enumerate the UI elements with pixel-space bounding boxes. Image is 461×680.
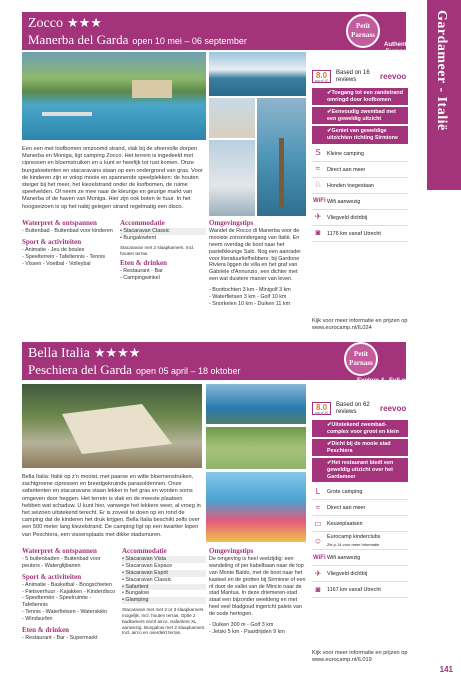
thumb-up-icon: ✔ [327,460,332,467]
feature-item: ≈ Direct aan meer [312,500,408,516]
surroundings-column [209,548,306,636]
sport-item: - Speelterrein - Speelruimte - Tafeltennis [22,595,92,609]
score-scale: out of 10 [314,79,329,83]
accommodation-item: • Stacaravan Classic [122,576,172,583]
car-icon: ◙ [315,584,321,594]
star-rating: ★★★★ [93,345,141,360]
accommodation-item: • Glamping [122,597,206,604]
feature-item: WiFi Wifi aanwezig [312,194,408,210]
pool-photo [22,52,206,140]
feature-item: L Grote camping [312,484,408,500]
waterpark-photo [206,472,306,542]
tent-photo [22,384,202,468]
campsite-name: Bella Italia [28,346,90,361]
sport-heading: Sport & activiteiten [22,572,82,581]
campsite-location: Manerba del Garda [28,32,129,47]
authentic-europe-badge: Authentic Europe [384,42,412,55]
wifi-icon: WiFi [313,198,326,205]
campsite-description: Bella Italia: Italië op z'n mooist, met paarse en witte bloemenstruiken, zachtgroene cipressen en breedgekruinde parasoldennen. Onze safaritenten en stacaravans staan lekker in het gras en worden soms omgeven door heggen. Het terrein is vlak en de meeste plaatsen hebben wat schaduw. U kunt hier, vanwege het lekkere weer, al vroeg in het seizoen uitstekend terecht. Er is zoveel te doen op en rond de camping dat de kinderen het druk krijgen. Bella Italia beschikt zelfs over een 500 meter lang kiezelstrand. De camping ligt op een kwartier lopen van Peschiera, een vissersplaats met dikke stadsmuren. [22,474,201,538]
region-side-tab [427,0,461,680]
info-link[interactable]: Kijk voor meer informatie en prijzen op www.eurocamp.nl/IL019 [312,650,408,663]
water-heading: Waterpret & ontspannen [22,219,97,227]
highlights-list [312,88,408,242]
sport-item: - Windsurfen [22,616,53,623]
feature-item: ☺ Eurocamp kinderclubs Zie p.14 voor meer informatie [312,532,408,550]
accommodation-item: • Stacaravan Esprit [122,570,206,577]
eat-item: - Restaurant - Bar - Supermarkt [22,634,98,641]
pitch-choice-icon: ▭ [314,518,322,528]
eat-heading: Eten & drinken [22,626,70,635]
feature-item: ✈ Vliegveld dichtbij [312,566,408,582]
opening-dates: open 10 mei – 06 september [132,36,247,46]
accommodation-item: • Stacaravan Vista [122,556,206,563]
facilities-column-1 [22,220,118,267]
water-item: - Buitenbad - Buitenbad voor kinderen [22,227,113,234]
page-number: 141 [439,665,453,674]
eat-item: - Restaurant - Bar [120,268,163,275]
water-heading: Waterpret & ontspannen [22,547,97,555]
accommodation-heading: Accommodatie [120,219,165,227]
sport-item: - Vissen - Voetbal - Volleybal [22,260,91,267]
sport-heading: Sport & activiteiten [22,237,82,246]
distance-item: - Duiken 300 m - Golf 3 km [209,622,274,629]
accommodation-note: Stacaravan met met 2 or 3 slaapkamers mogelijk. Incl. houten terras. Optie 2 badkamers en/of airco. Safaritent XL aanwezig. Bungalow met 2 slaapkamers. Incl. airco en overdekt terras. [122,607,206,636]
feature-item: ♘ Honden toegestaan [312,178,408,194]
airplane-icon: ✈ [314,212,322,222]
accommodation-item: • Bungalow [122,590,150,597]
opening-dates: open 05 april – 18 oktober [135,366,241,376]
airplane-icon: ✈ [314,568,322,578]
eat-heading: Eten & drinken [120,259,168,268]
water-item: - 5 buitenbaden - Buitenbad voor peuters - Waterglijbanen [22,555,101,569]
tent-photo [209,98,255,138]
full-on-fun-badge: Full on Fun [389,378,409,391]
distance-item: - Boottochten 3 km - Minigolf 3 km [209,287,291,294]
accommodation-item: • Bungalowtent [120,234,157,241]
thumb-up-icon: ✔ [327,109,332,116]
explore-adventure-badge: Explore & Adventure [356,378,386,391]
highlight-item: ✔Geniet van geweldige uitzichten richting Sirmione [312,126,408,143]
campsite-description: Een een met loofbomen omzoomd strand, vlak bij de sfeervolle dorpen Manerba en Moniga, ligt camping Zocco. Het terrein is ingedeeld met cipressen en bloemstruiken en u kunt er heerlijk tot rust komen. Onze bungalowtenten en stacaravans staan op een ondergrond van gras. Voor de kinderen zijn er volop mooie en spannende speelplekken: de houten steiger bij het meer, het kiezelstrand onder de loofbomen, de ruime speelvelden. Of neem ze mee naar de kleurige en geurige markt van Manerba of de haven van Moniga. Hier zijn ook boten te huur. In het hoogseizoen is op het nabij gelegen strand regelmatig een disco. [22,146,203,210]
jetty-photo [257,98,306,216]
wifi-icon: WiFi [313,554,326,561]
sport-item: - Speelterrein - Tafeltennis - Tennis [22,253,106,260]
thumb-up-icon: ✔ [327,422,332,428]
kids-club-icon: ☺ [313,536,323,546]
review-count: Based on 62 reviews [336,402,370,415]
feature-item: ✈ Vliegveld dichtbij [312,210,408,226]
accommodation-item: • Safaritent [122,584,206,591]
highlight-item: ✔Uitstekend zwembad-complex voor groot en klein [312,420,408,437]
sport-item: - Animatie - Jeu de boules [22,246,85,253]
surroundings-column [209,220,306,308]
score-value: 8.0 [315,403,328,412]
facilities-column-2 [122,548,206,636]
facilities-column-2 [120,220,206,282]
info-link[interactable]: Kijk voor meer informatie en prijzen op www.eurocamp.nl/IL024 [312,318,408,331]
highlight-item: ✔Eenvoudig zwembad met een geweldig uitzicht [312,107,408,124]
lake-icon: ≈ [315,164,321,174]
car-icon: ◙ [315,228,321,238]
distance-item: - Snorkelen 10 km - Duiken 11 km [209,300,291,307]
reevoo-logo: reevoo [380,404,407,413]
highlights-list [312,420,408,598]
highlight-item: ✔Toegang tot een zandstrand omringd door loofbomen [312,88,408,105]
thumb-up-icon: ✔ [327,128,332,135]
sport-item: - Fietsverhuur - Kajakken - Kinderdisco [22,588,116,595]
accommodation-item: • Stacaravan Classic [120,228,206,235]
distance-item: - Waterfietsen 3 km - Golf 10 km [209,294,287,301]
small-camping-icon: S [315,148,321,158]
sport-item: - Tennis - Waterfietsen - Waterskiën [22,609,108,616]
campsite-name: Zocco [28,16,63,31]
review-score [312,402,408,418]
feature-item: ◙ 1167 km vanaf Utrecht [312,582,408,598]
facilities-column-1 [22,548,118,642]
top-selection-label: Topselectie [352,337,374,342]
lake-icon: ≈ [315,502,321,512]
distance-item: - Jetski 5 km - Paardrijden 9 km [209,628,285,635]
dog-icon: ♘ [314,180,322,190]
feature-item: ≈ Direct aan meer [312,162,408,178]
score-scale: out of 10 [314,411,329,415]
eat-item: - Campingwinkel [120,275,160,282]
surroundings-heading: Omgevingstips [209,219,254,227]
accommodation-heading: Accommodatie [122,547,167,555]
feature-item: ◙ 1176 km vanaf Utrecht [312,226,408,242]
thumb-up-icon: ✔ [327,90,332,96]
thumb-up-icon: ✔ [327,441,332,448]
feature-item: S Kleine camping [312,146,408,162]
highlight-item: ✔Dicht bij de mooie stad Peschiera [312,439,408,456]
reevoo-logo: reevoo [380,72,407,81]
feature-item: WiFi Wifi aanwezig [312,550,408,566]
large-camping-icon: L [315,486,321,496]
petit-parnass-logo: Petit Parnass [344,342,378,376]
review-score [312,70,408,86]
feature-item: ▭ Keuzeplaatsen [312,516,408,532]
region-label: Gardameer - Italië [434,10,449,131]
score-value: 8.0 [315,71,328,80]
garden-photo [206,427,306,469]
sport-item: - Animatie - Basketbal - Boogschieten [22,581,112,588]
surroundings-heading: Omgevingstips [209,547,254,555]
campsite-location: Peschiera del Garda [28,362,132,377]
surroundings-text: Wandel de Rocco di Manerba voor de mooiste zonsondergang van Italië. En neem overdag de boot naar het pastelkleurige Salò. Nog een aanrader voor literatuurliefhebbers: bij Gardone Riviera liggen de villa en het graf van Gabriele d'Annunzio, een dichter met een wat duistere manier van leven. [209,227,302,283]
lake-photo [209,52,306,96]
highlight-item: ✔Het restaurant biedt een geweldig uitzicht over het Gardameer [312,458,408,482]
petit-parnass-logo: Petit Parnass [346,14,380,48]
lake-photo [206,384,306,424]
surroundings-text: De omgeving is heel veelzijdig: een wandeling of per kabelbaan naar de top van Monte Baldo, met de boot naar het kasteel en de grotten bij Sirmione of een rit door de vallei van de Mincio naar de stad Mantua. In deze driemeren-stad staat een bijzonder weelderig en met heel veel bladgoud ingericht paleis van de oude hertogen. [209,555,306,618]
review-count: Based on 16 reviews [336,70,370,83]
shore-photo [209,140,255,216]
accommodation-note: Stacaravan met 2 slaapkamers. Incl. houten terras. [120,244,195,256]
accommodation-item: • Stacaravan Espace [122,562,173,569]
kids-club-note: Zie p.14 voor meer informatie [327,542,380,548]
star-rating: ★★★ [66,15,102,30]
